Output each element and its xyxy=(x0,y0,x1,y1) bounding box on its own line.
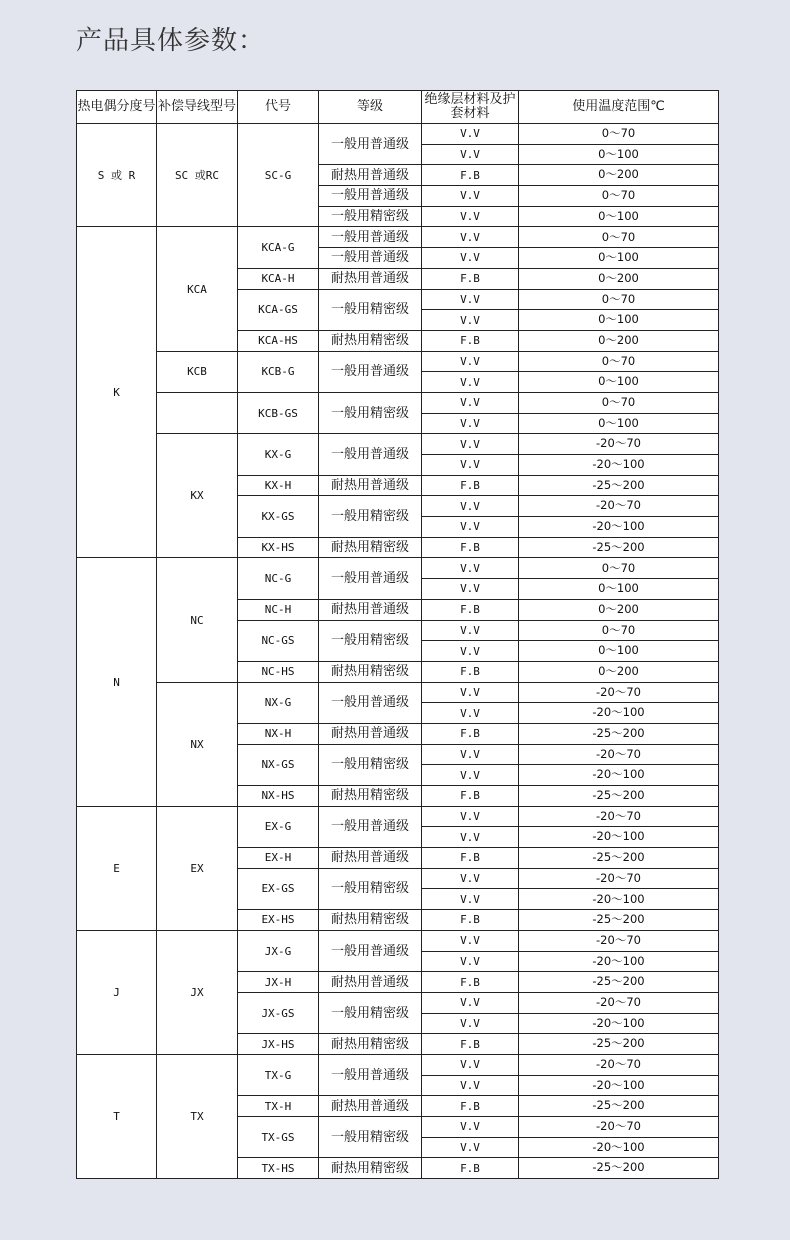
insulation-cell: V.V xyxy=(422,682,519,703)
code-cell: SC-G xyxy=(238,124,319,227)
table-row xyxy=(77,930,719,951)
division-cell: N xyxy=(77,558,157,806)
insulation-cell: V.V xyxy=(422,951,519,972)
temp-range-cell: -25～200 xyxy=(519,786,719,807)
insulation-cell: V.V xyxy=(422,992,519,1013)
temp-range-cell: 0～200 xyxy=(519,330,719,351)
temp-range-cell: -20～70 xyxy=(519,496,719,517)
insulation-cell: V.V xyxy=(422,620,519,641)
insulation-cell: V.V xyxy=(422,186,519,207)
code-cell: EX-GS xyxy=(238,868,319,909)
temp-range-cell: 0～70 xyxy=(519,124,719,145)
temp-range-cell: -20～100 xyxy=(519,1075,719,1096)
compensation-type-cell: NX xyxy=(157,682,238,806)
code-cell: KCA-G xyxy=(238,227,319,268)
grade-cell: 耐热用普通级 xyxy=(319,475,422,496)
grade-cell: 一般用普通级 xyxy=(319,124,422,165)
compensation-type-cell: NC xyxy=(157,558,238,682)
insulation-cell: F.B xyxy=(422,661,519,682)
grade-cell: 耐热用普通级 xyxy=(319,165,422,186)
insulation-cell: V.V xyxy=(422,434,519,455)
temp-range-cell: -20～70 xyxy=(519,992,719,1013)
spec-table-body xyxy=(77,124,719,1179)
grade-cell: 一般用普通级 xyxy=(319,351,422,392)
compensation-type-cell: KCA xyxy=(157,227,238,351)
temp-range-cell: -20～100 xyxy=(519,827,719,848)
code-cell: KCB-G xyxy=(238,351,319,392)
table-row xyxy=(77,682,719,703)
temp-range-cell: 0～70 xyxy=(519,558,719,579)
temp-range-cell: -20～100 xyxy=(519,455,719,476)
temp-range-cell: -25～200 xyxy=(519,848,719,869)
insulation-cell: F.B xyxy=(422,475,519,496)
insulation-cell: F.B xyxy=(422,165,519,186)
temp-range-cell: 0～70 xyxy=(519,392,719,413)
temp-range-cell: 0～100 xyxy=(519,641,719,662)
temp-range-cell: 0～100 xyxy=(519,579,719,600)
insulation-cell: V.V xyxy=(422,455,519,476)
code-cell: TX-HS xyxy=(238,1158,319,1179)
header-code: 代号 xyxy=(238,91,319,124)
header-grade: 等级 xyxy=(319,91,422,124)
compensation-type-cell: JX xyxy=(157,930,238,1054)
code-cell: JX-GS xyxy=(238,992,319,1033)
grade-cell: 一般用精密级 xyxy=(319,868,422,909)
code-cell: EX-H xyxy=(238,848,319,869)
code-cell: NX-G xyxy=(238,682,319,723)
compensation-type-cell: EX xyxy=(157,806,238,930)
temp-range-cell: -20～70 xyxy=(519,1117,719,1138)
code-cell: NC-GS xyxy=(238,620,319,661)
temp-range-cell: -20～100 xyxy=(519,889,719,910)
compensation-type-cell: KX xyxy=(157,434,238,558)
header-compensation-type: 补偿导线型号 xyxy=(157,91,238,124)
code-cell: TX-GS xyxy=(238,1117,319,1158)
insulation-cell: V.V xyxy=(422,868,519,889)
insulation-cell: V.V xyxy=(422,703,519,724)
code-cell: NC-G xyxy=(238,558,319,599)
code-cell: KX-H xyxy=(238,475,319,496)
code-cell: KX-G xyxy=(238,434,319,475)
temp-range-cell: -25～200 xyxy=(519,537,719,558)
insulation-cell: V.V xyxy=(422,827,519,848)
temp-range-cell: 0～200 xyxy=(519,165,719,186)
code-cell: NX-H xyxy=(238,723,319,744)
temp-range-cell: -20～100 xyxy=(519,517,719,538)
grade-cell: 一般用普通级 xyxy=(319,248,422,269)
insulation-cell: V.V xyxy=(422,930,519,951)
code-cell: NX-HS xyxy=(238,786,319,807)
temp-range-cell: -25～200 xyxy=(519,723,719,744)
header-division: 热电偶分度号 xyxy=(77,91,157,124)
code-cell: JX-HS xyxy=(238,1034,319,1055)
grade-cell: 一般用普通级 xyxy=(319,227,422,248)
insulation-cell: V.V xyxy=(422,124,519,145)
insulation-cell: F.B xyxy=(422,599,519,620)
table-row xyxy=(77,392,719,413)
insulation-cell: V.V xyxy=(422,289,519,310)
temp-range-cell: 0～100 xyxy=(519,206,719,227)
code-cell: KCA-H xyxy=(238,268,319,289)
grade-cell: 耐热用精密级 xyxy=(319,330,422,351)
temp-range-cell: 0～70 xyxy=(519,351,719,372)
grade-cell: 一般用精密级 xyxy=(319,620,422,661)
temp-range-cell: 0～70 xyxy=(519,620,719,641)
table-row xyxy=(77,227,719,248)
grade-cell: 耐热用普通级 xyxy=(319,1096,422,1117)
division-cell: E xyxy=(77,806,157,930)
temp-range-cell: -25～200 xyxy=(519,475,719,496)
grade-cell: 耐热用精密级 xyxy=(319,910,422,931)
compensation-type-cell: KCB xyxy=(157,351,238,392)
insulation-cell: V.V xyxy=(422,558,519,579)
code-cell: EX-HS xyxy=(238,910,319,931)
temp-range-cell: -20～70 xyxy=(519,806,719,827)
temp-range-cell: -20～70 xyxy=(519,682,719,703)
temp-range-cell: 0～100 xyxy=(519,372,719,393)
insulation-cell: V.V xyxy=(422,413,519,434)
page-title: 产品具体参数： xyxy=(76,26,266,56)
temp-range-cell: -20～100 xyxy=(519,765,719,786)
insulation-cell: V.V xyxy=(422,517,519,538)
code-cell: KX-HS xyxy=(238,537,319,558)
temp-range-cell: 0～100 xyxy=(519,310,719,331)
temp-range-cell: 0～200 xyxy=(519,268,719,289)
compensation-type-cell: TX xyxy=(157,1054,238,1178)
code-cell: KX-GS xyxy=(238,496,319,537)
grade-cell: 一般用精密级 xyxy=(319,206,422,227)
insulation-cell: F.B xyxy=(422,1034,519,1055)
temp-range-cell: -25～200 xyxy=(519,1158,719,1179)
table-row xyxy=(77,558,719,579)
grade-cell: 耐热用精密级 xyxy=(319,661,422,682)
grade-cell: 耐热用普通级 xyxy=(319,972,422,993)
temp-range-cell: -20～100 xyxy=(519,1137,719,1158)
compensation-type-cell: SC 或RC xyxy=(157,124,238,227)
code-cell: TX-G xyxy=(238,1054,319,1095)
insulation-cell: V.V xyxy=(422,206,519,227)
division-cell: S 或 R xyxy=(77,124,157,227)
temp-range-cell: -20～70 xyxy=(519,1054,719,1075)
temp-range-cell: -20～100 xyxy=(519,703,719,724)
table-row xyxy=(77,806,719,827)
insulation-cell: V.V xyxy=(422,392,519,413)
temp-range-cell: -20～100 xyxy=(519,951,719,972)
grade-cell: 耐热用普通级 xyxy=(319,599,422,620)
insulation-cell: V.V xyxy=(422,579,519,600)
division-cell: T xyxy=(77,1054,157,1178)
insulation-cell: F.B xyxy=(422,848,519,869)
insulation-cell: V.V xyxy=(422,496,519,517)
code-cell: JX-H xyxy=(238,972,319,993)
insulation-cell: V.V xyxy=(422,372,519,393)
insulation-cell: F.B xyxy=(422,330,519,351)
grade-cell: 一般用普通级 xyxy=(319,930,422,971)
code-cell: KCB-GS xyxy=(238,392,319,433)
insulation-cell: F.B xyxy=(422,1096,519,1117)
header-temp-range: 使用温度范围℃ xyxy=(519,91,719,124)
insulation-cell: F.B xyxy=(422,972,519,993)
table-row xyxy=(77,124,719,145)
insulation-cell: V.V xyxy=(422,310,519,331)
insulation-cell: V.V xyxy=(422,144,519,165)
insulation-cell: V.V xyxy=(422,1013,519,1034)
temp-range-cell: -20～100 xyxy=(519,1013,719,1034)
grade-cell: 耐热用精密级 xyxy=(319,537,422,558)
grade-cell: 耐热用普通级 xyxy=(319,268,422,289)
insulation-cell: V.V xyxy=(422,806,519,827)
insulation-cell: F.B xyxy=(422,1158,519,1179)
temp-range-cell: -25～200 xyxy=(519,1034,719,1055)
insulation-cell: F.B xyxy=(422,268,519,289)
division-cell: J xyxy=(77,930,157,1054)
insulation-cell: V.V xyxy=(422,1054,519,1075)
grade-cell: 一般用精密级 xyxy=(319,289,422,330)
temp-range-cell: 0～200 xyxy=(519,599,719,620)
temp-range-cell: 0～100 xyxy=(519,413,719,434)
table-row xyxy=(77,1054,719,1075)
insulation-cell: V.V xyxy=(422,351,519,372)
temp-range-cell: -20～70 xyxy=(519,434,719,455)
insulation-cell: F.B xyxy=(422,786,519,807)
grade-cell: 一般用普通级 xyxy=(319,682,422,723)
code-cell: NC-H xyxy=(238,599,319,620)
grade-cell: 一般用普通级 xyxy=(319,434,422,475)
header-insulation: 绝缘层材料及护套材料 xyxy=(422,91,519,124)
grade-cell: 耐热用精密级 xyxy=(319,786,422,807)
spec-table xyxy=(76,90,719,1179)
insulation-cell: V.V xyxy=(422,765,519,786)
grade-cell: 一般用精密级 xyxy=(319,992,422,1033)
temp-range-cell: -20～70 xyxy=(519,744,719,765)
grade-cell: 耐热用精密级 xyxy=(319,1034,422,1055)
insulation-cell: V.V xyxy=(422,744,519,765)
code-cell: TX-H xyxy=(238,1096,319,1117)
grade-cell: 一般用精密级 xyxy=(319,496,422,537)
division-cell: K xyxy=(77,227,157,558)
grade-cell: 一般用普通级 xyxy=(319,806,422,847)
grade-cell: 一般用普通级 xyxy=(319,186,422,207)
grade-cell: 耐热用普通级 xyxy=(319,723,422,744)
insulation-cell: V.V xyxy=(422,889,519,910)
table-header-row xyxy=(77,91,719,124)
code-cell: NX-GS xyxy=(238,744,319,785)
code-cell: NC-HS xyxy=(238,661,319,682)
temp-range-cell: 0～70 xyxy=(519,186,719,207)
grade-cell: 一般用普通级 xyxy=(319,558,422,599)
code-cell: EX-G xyxy=(238,806,319,847)
code-cell: JX-G xyxy=(238,930,319,971)
temp-range-cell: 0～70 xyxy=(519,227,719,248)
insulation-cell: F.B xyxy=(422,537,519,558)
temp-range-cell: -20～70 xyxy=(519,868,719,889)
grade-cell: 一般用精密级 xyxy=(319,392,422,433)
grade-cell: 耐热用精密级 xyxy=(319,1158,422,1179)
grade-cell: 一般用精密级 xyxy=(319,744,422,785)
insulation-cell: V.V xyxy=(422,1075,519,1096)
compensation-type-cell xyxy=(157,392,238,433)
table-row xyxy=(77,351,719,372)
temp-range-cell: 0～200 xyxy=(519,661,719,682)
temp-range-cell: -25～200 xyxy=(519,1096,719,1117)
insulation-cell: V.V xyxy=(422,248,519,269)
code-cell: KCA-GS xyxy=(238,289,319,330)
table-row xyxy=(77,434,719,455)
grade-cell: 一般用普通级 xyxy=(319,1054,422,1095)
grade-cell: 耐热用普通级 xyxy=(319,848,422,869)
temp-range-cell: -25～200 xyxy=(519,972,719,993)
insulation-cell: V.V xyxy=(422,1137,519,1158)
temp-range-cell: 0～70 xyxy=(519,289,719,310)
temp-range-cell: 0～100 xyxy=(519,144,719,165)
temp-range-cell: 0～100 xyxy=(519,248,719,269)
code-cell: KCA-HS xyxy=(238,330,319,351)
grade-cell: 一般用精密级 xyxy=(319,1117,422,1158)
insulation-cell: F.B xyxy=(422,723,519,744)
insulation-cell: V.V xyxy=(422,227,519,248)
temp-range-cell: -20～70 xyxy=(519,930,719,951)
insulation-cell: V.V xyxy=(422,641,519,662)
insulation-cell: V.V xyxy=(422,1117,519,1138)
insulation-cell: F.B xyxy=(422,910,519,931)
temp-range-cell: -25～200 xyxy=(519,910,719,931)
